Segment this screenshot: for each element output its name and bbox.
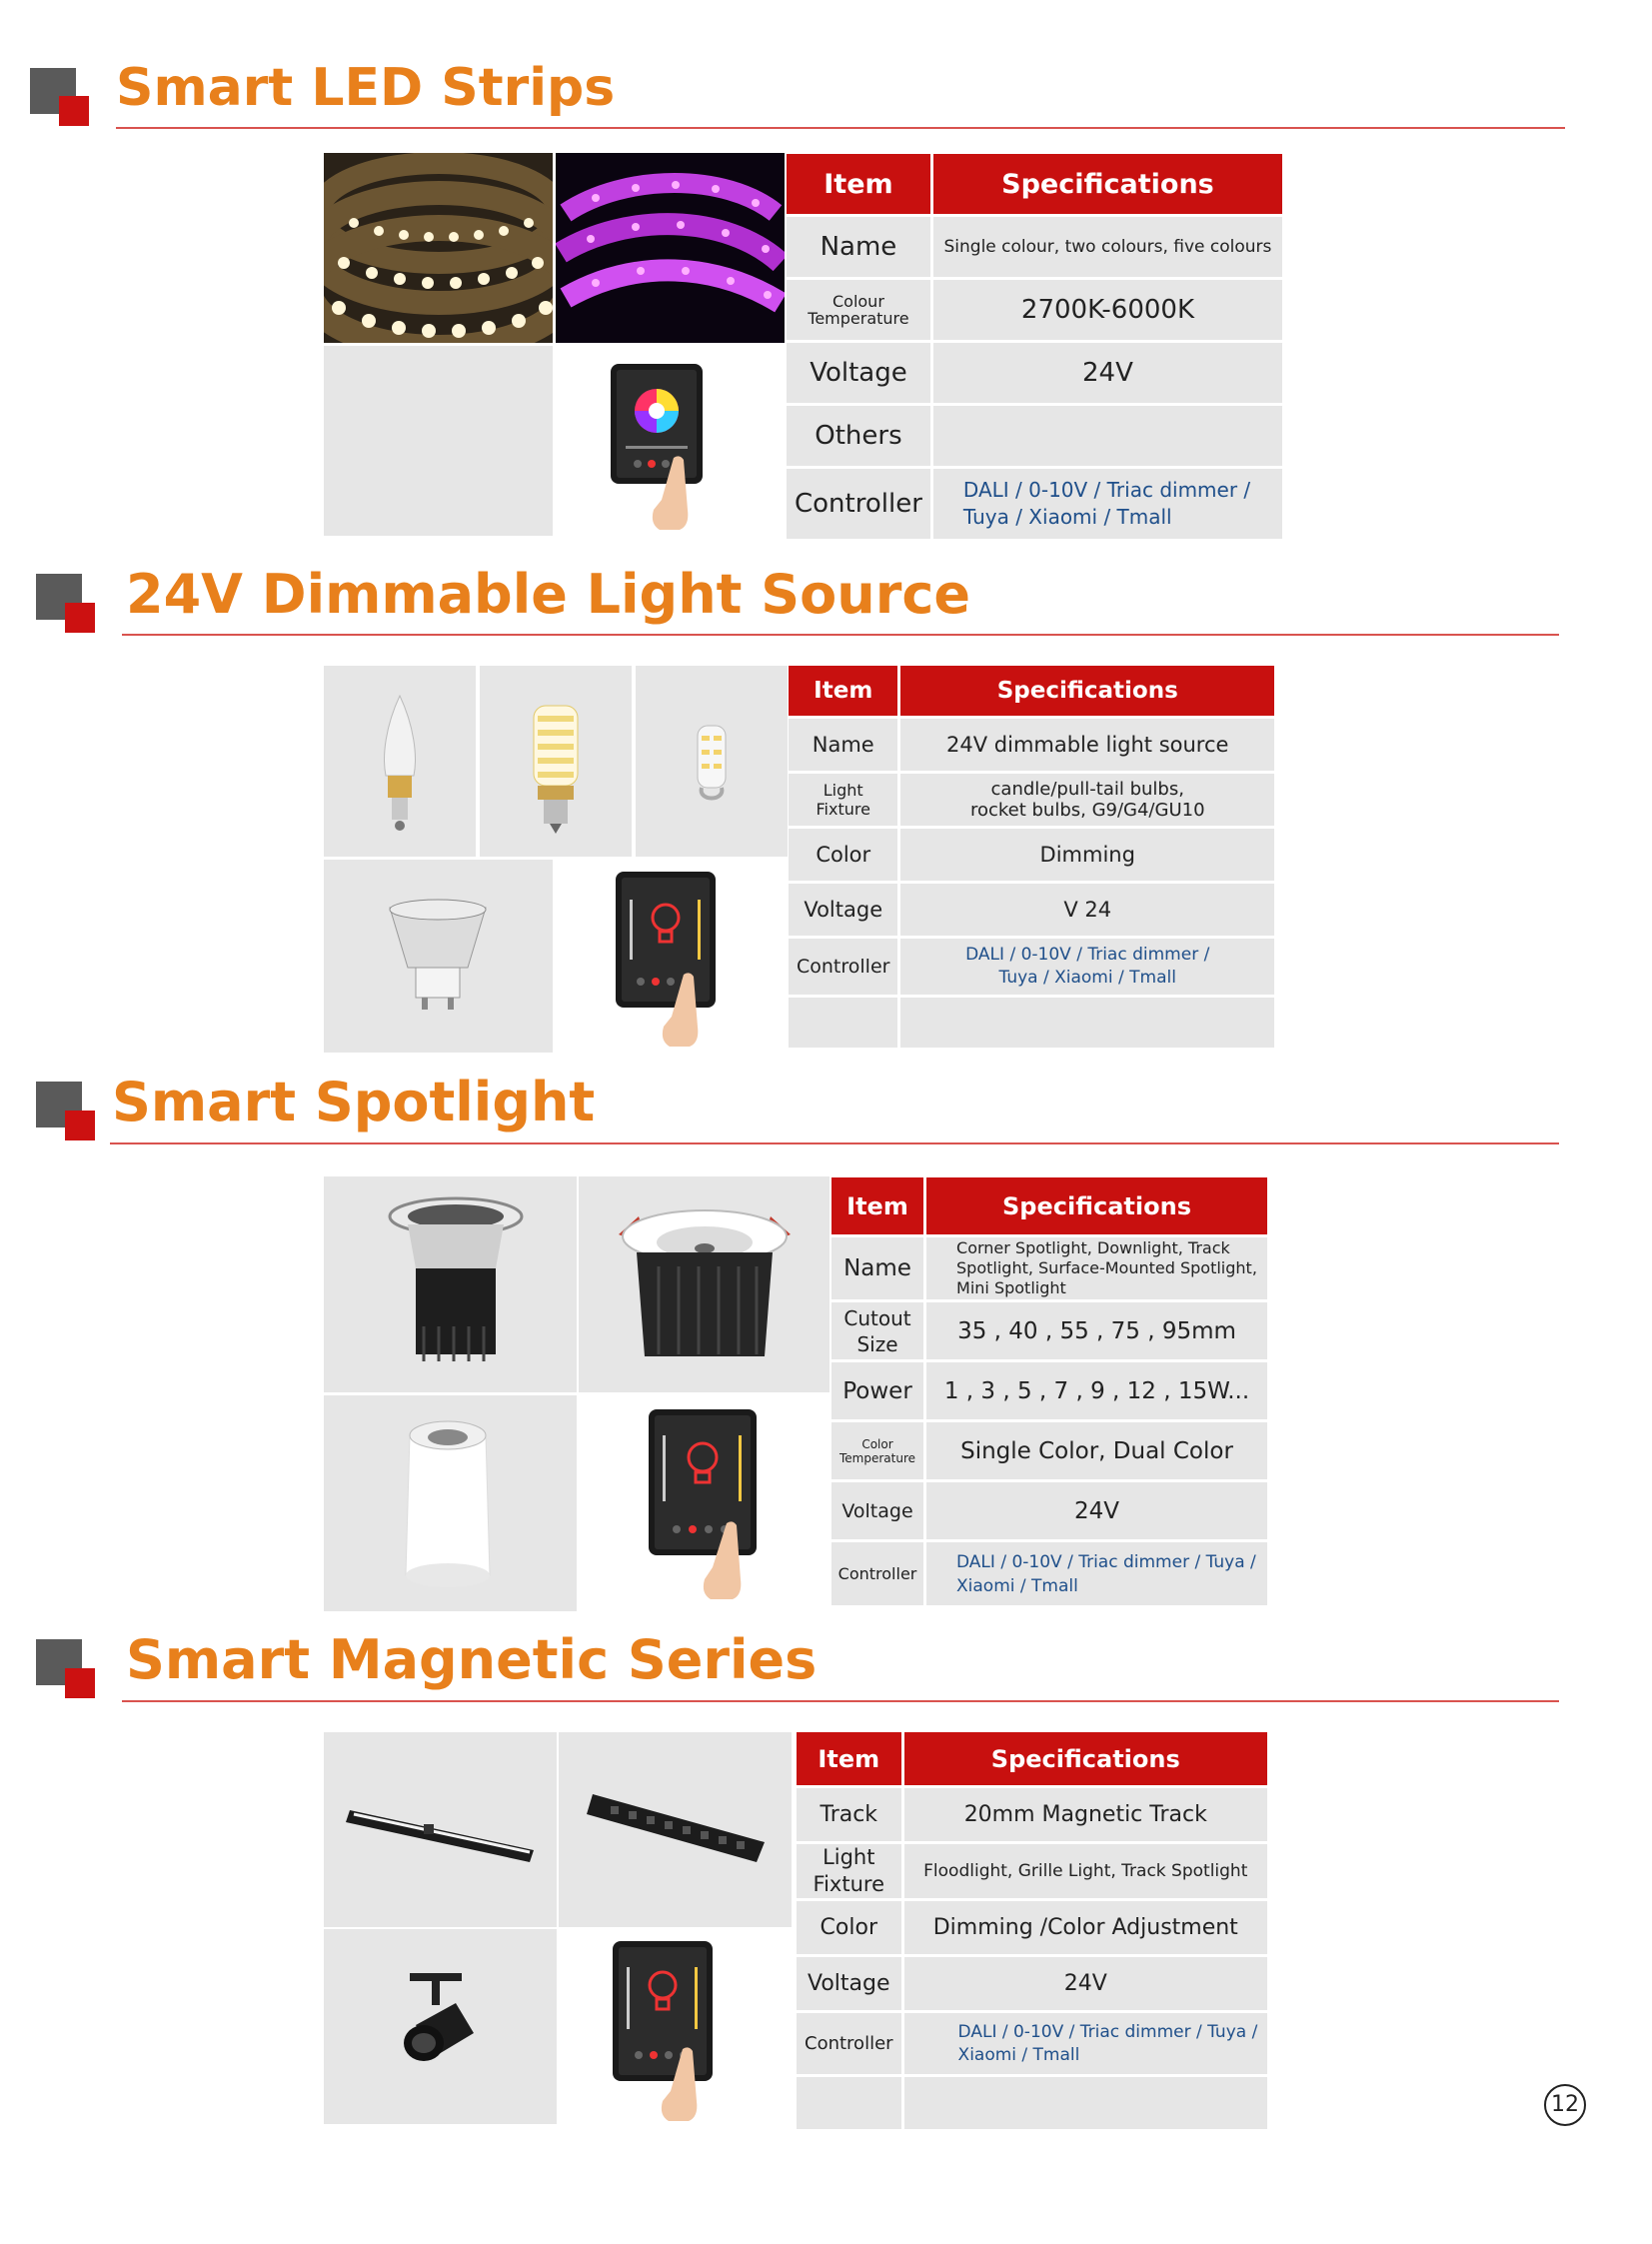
- header-item: Item: [797, 1732, 901, 1785]
- row-label: Voltage: [797, 1957, 901, 2010]
- row-value: 24V: [926, 1482, 1267, 1539]
- section-underline: [122, 634, 1559, 636]
- section-underline: [122, 1700, 1559, 1702]
- row-value: 24V dimmable light source: [900, 719, 1274, 771]
- row-label: Controller: [797, 2013, 901, 2074]
- row-value: Corner Spotlight, Downlight, Track Spotlight, Surface-Mounted Spotlight, Mini Spotlight: [926, 1237, 1267, 1299]
- tablet-controller-photo: [556, 346, 785, 536]
- photo-placeholder: [324, 346, 553, 536]
- section-underline: [110, 1142, 1559, 1144]
- row-label: Name: [789, 719, 897, 771]
- section-marker-red: [65, 1111, 95, 1140]
- header-specifications: Specifications: [900, 666, 1274, 716]
- row-value: 2700K-6000K: [933, 280, 1282, 340]
- tablet-controller-photo: [579, 1395, 829, 1611]
- header-item: Item: [789, 666, 897, 716]
- row-value: [904, 2077, 1267, 2129]
- row-label: Controller: [789, 939, 897, 995]
- header-item: Item: [787, 154, 930, 214]
- spec-table: [784, 151, 1285, 542]
- section-title: 24V Dimmable Light Source: [126, 563, 970, 626]
- section-marker-red: [65, 1668, 95, 1698]
- downlight-photo: [324, 1176, 577, 1392]
- row-label: Color Temperature: [831, 1422, 923, 1479]
- led-strip-rgb-photo: [556, 153, 785, 343]
- row-label: Cutout Size: [831, 1302, 923, 1359]
- tablet-controller-photo: [559, 1929, 792, 2124]
- row-label: Light Fixture: [789, 774, 897, 826]
- row-label: Color: [797, 1901, 901, 1954]
- header-specifications: Specifications: [926, 1177, 1267, 1234]
- row-label: Track: [797, 1788, 901, 1841]
- row-label: Voltage: [787, 343, 930, 403]
- linear-magnetic-light-photo: [324, 1732, 557, 1927]
- recessed-spotlight-photo: [579, 1176, 829, 1392]
- page-number: 12: [1544, 2084, 1586, 2126]
- row-label: Others: [787, 406, 930, 466]
- row-label: Power: [831, 1362, 923, 1419]
- row-value: [933, 406, 1282, 466]
- row-value: DALI / 0-10V / Triac dimmer / Tuya / Xiaomi / Tmall: [904, 2013, 1267, 2074]
- spec-table: [786, 663, 1277, 1051]
- row-value: candle/pull-tail bulbs, rocket bulbs, G9/G4/GU10: [900, 774, 1274, 826]
- header-item: Item: [831, 1177, 923, 1234]
- row-value: 24V: [904, 1957, 1267, 2010]
- row-value: DALI / 0-10V / Triac dimmer / Tuya / Xiaomi / Tmall: [926, 1542, 1267, 1605]
- candle-bulb-photo: [324, 666, 476, 857]
- row-value: Dimming: [900, 829, 1274, 881]
- row-label: Name: [787, 217, 930, 277]
- row-label: [797, 2077, 901, 2129]
- row-label: Controller: [831, 1542, 923, 1605]
- gu10-bulb-photo: [324, 860, 553, 1053]
- row-label: Light Fixture: [797, 1844, 901, 1898]
- row-value: Floodlight, Grille Light, Track Spotlight: [904, 1844, 1267, 1898]
- section-underline: [116, 127, 1565, 129]
- surface-mounted-spotlight-photo: [324, 1395, 577, 1611]
- section-marker-red: [65, 603, 95, 633]
- row-value: Single Color, Dual Color: [926, 1422, 1267, 1479]
- spec-table: [794, 1729, 1270, 2132]
- header-specifications: Specifications: [904, 1732, 1267, 1785]
- row-value: 35 , 40 , 55 , 75 , 95mm: [926, 1302, 1267, 1359]
- row-label: Voltage: [831, 1482, 923, 1539]
- row-value: V 24: [900, 884, 1274, 936]
- tablet-controller-photo: [556, 860, 785, 1053]
- row-value: 24V: [933, 343, 1282, 403]
- row-label: [789, 998, 897, 1048]
- row-value: DALI / 0-10V / Triac dimmer / Tuya / Xiaomi / Tmall: [933, 469, 1282, 539]
- row-label: Color: [789, 829, 897, 881]
- grille-light-photo: [559, 1732, 792, 1927]
- row-value: Single colour, two colours, five colours: [933, 217, 1282, 277]
- section-title: Smart LED Strips: [116, 58, 616, 118]
- row-label: Controller: [787, 469, 930, 539]
- row-label: Colour Temperature: [787, 280, 930, 340]
- section-marker-red: [59, 96, 89, 126]
- row-value: 20mm Magnetic Track: [904, 1788, 1267, 1841]
- spec-table: [828, 1174, 1270, 1608]
- row-value: [900, 998, 1274, 1048]
- section-title: Smart Magnetic Series: [126, 1628, 818, 1691]
- row-label: Name: [831, 1237, 923, 1299]
- section-title: Smart Spotlight: [112, 1071, 596, 1133]
- led-strip-warm-photo: [324, 153, 553, 343]
- g9-bulb-photo: [636, 666, 788, 857]
- row-value: DALI / 0-10V / Triac dimmer / Tuya / Xiaomi / Tmall: [900, 939, 1274, 995]
- track-spotlight-photo: [324, 1929, 557, 2124]
- row-value: Dimming /Color Adjustment: [904, 1901, 1267, 1954]
- header-specifications: Specifications: [933, 154, 1282, 214]
- corn-bulb-photo: [480, 666, 632, 857]
- row-value: 1 , 3 , 5 , 7 , 9 , 12 , 15W...: [926, 1362, 1267, 1419]
- row-label: Voltage: [789, 884, 897, 936]
